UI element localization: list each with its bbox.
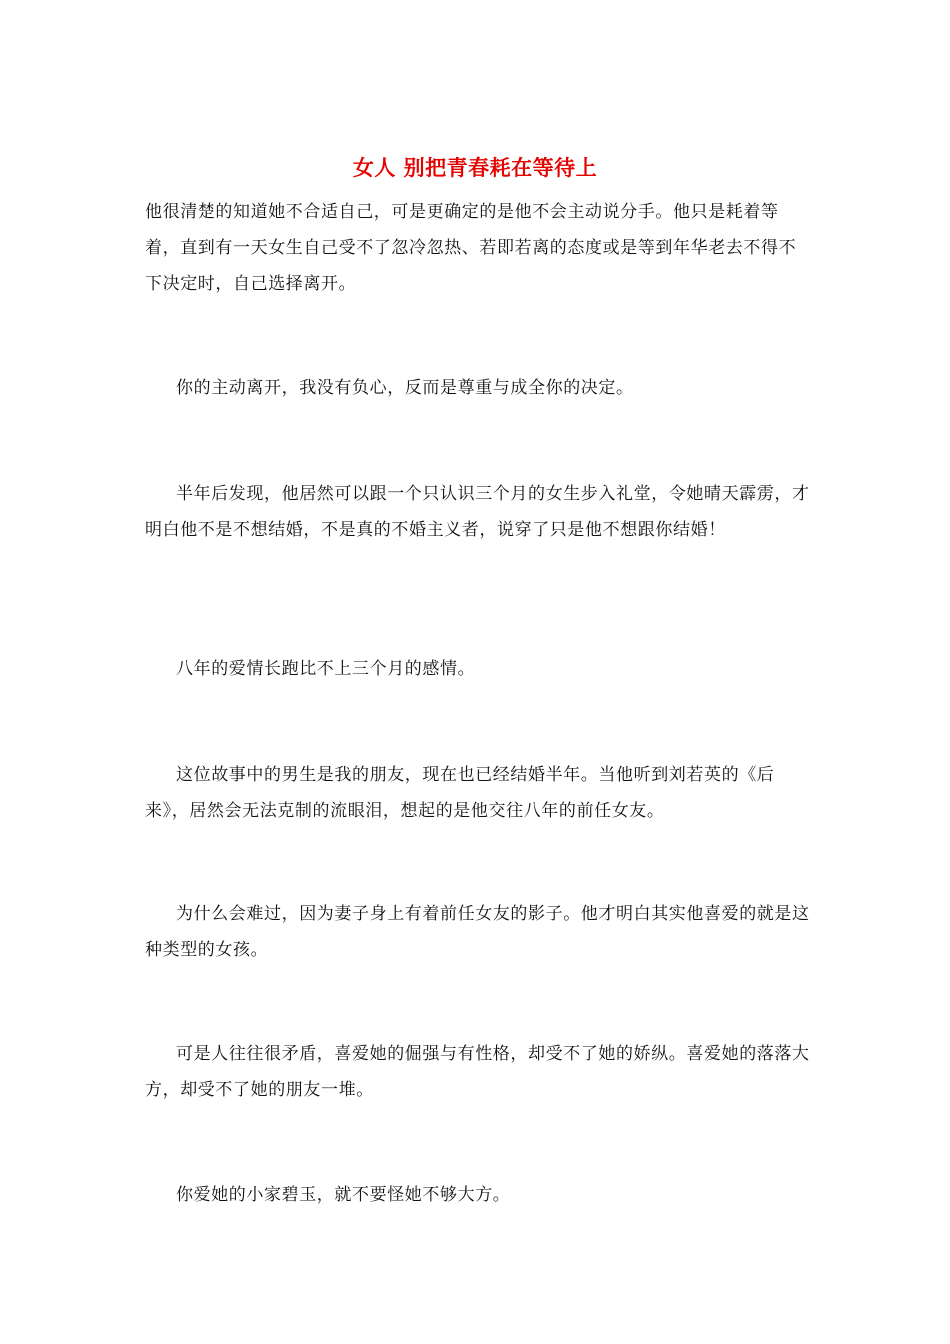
paragraph-1: 他很清楚的知道她不合适自己，可是更确定的是他不会主动说分手。他只是耗着等着，直到有一天女生自己受不了忽冷忽热、若即若离的态度或是等到年华老去不得不下决定时，自己选择离开。 [145, 202, 797, 294]
paragraph-8: 你爱她的小家碧玉，就不要怪她不够大方。 [176, 1185, 511, 1205]
paragraph-6: 为什么会难过，因为妻子身上有着前任女友的影子。他才明白其实他喜爱的就是这种类型的女孩。 [145, 904, 810, 960]
paragraph-5: 这位故事中的男生是我的朋友，现在也已经结婚半年。当他听到刘若英的《后来》，居然会无法克制的流眼泪，想起的是他交往八年的前任女友。 [145, 765, 775, 821]
paragraph-7: 可是人往往很矛盾，喜爱她的倔强与有性格，却受不了她的娇纵。喜爱她的落落大方，却受不了她的朋友一堆。 [145, 1044, 810, 1100]
paragraph-2: 你的主动离开，我没有负心，反而是尊重与成全你的决定。 [176, 378, 634, 398]
document-title: 女人 别把青春耗在等待上 [352, 156, 598, 180]
paragraph-3: 半年后发现，他居然可以跟一个只认识三个月的女生步入礼堂，令她晴天霹雳，才明白他不是不想结婚，不是真的不婚主义者，说穿了只是他不想跟你结婚！ [145, 484, 810, 540]
paragraph-4: 八年的爱情长跑比不上三个月的感情。 [176, 659, 476, 679]
